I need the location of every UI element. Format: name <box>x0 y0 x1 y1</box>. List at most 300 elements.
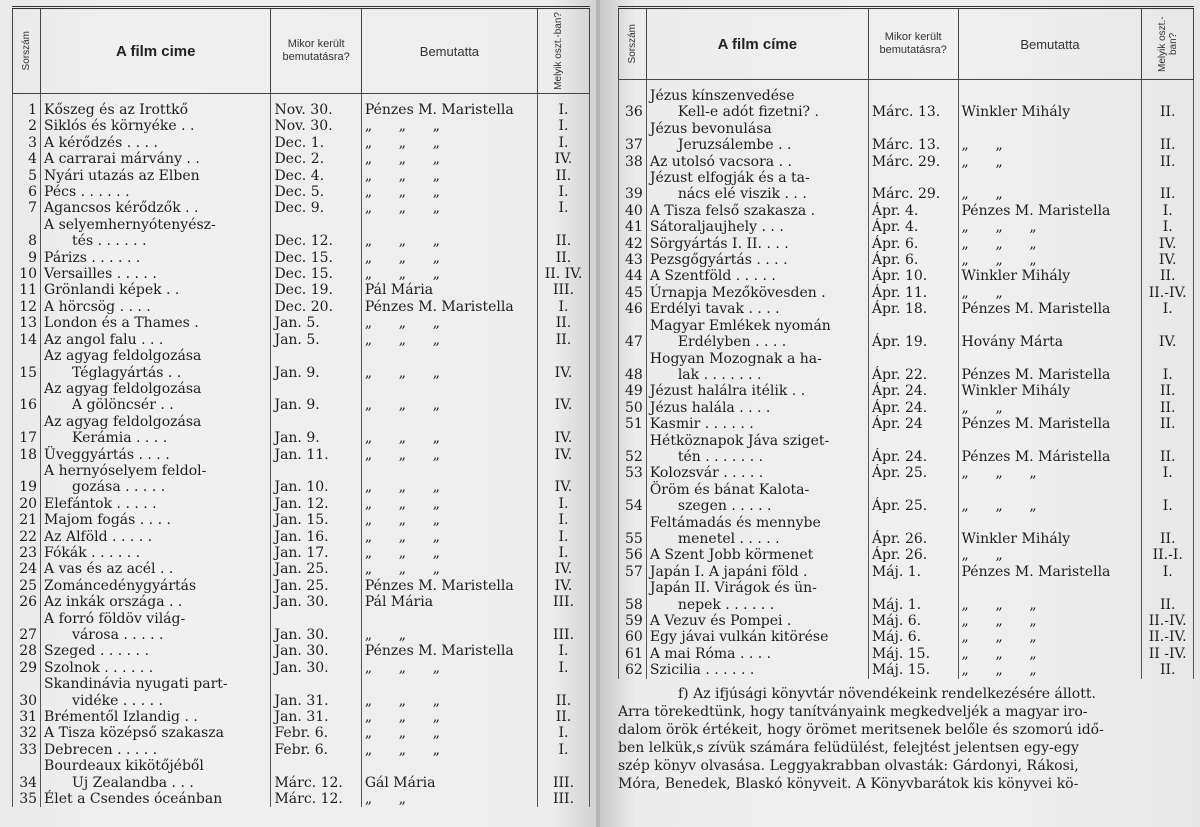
show-date: Ápr. 11. <box>868 285 958 301</box>
class-level: II.-IV. <box>1142 285 1194 301</box>
film-title-line: Skandinávia nyugati part- <box>44 676 228 693</box>
film-title-line: Szeged . . . . . . <box>44 643 149 660</box>
show-date: Ápr. 4. <box>868 219 958 235</box>
class-level: IV. <box>538 561 590 577</box>
film-title-line: tés . . . . . . <box>72 233 147 250</box>
film-title-line: A forró földöv világ- <box>44 610 186 627</box>
table-row <box>13 200 590 216</box>
film-title <box>646 154 868 170</box>
class-level: IV. <box>1142 318 1194 351</box>
header-title: A film címe <box>646 8 868 80</box>
class-level: II. <box>1142 268 1194 284</box>
row-number: 16 <box>13 381 41 414</box>
class-level: IV. <box>538 381 590 414</box>
show-date: Ápr. 10. <box>868 268 958 284</box>
table-row <box>13 414 590 447</box>
row-number: 8 <box>13 217 41 250</box>
show-date: Máj. 6. <box>868 629 958 645</box>
show-date: Ápr. 25. <box>868 482 958 515</box>
film-title <box>41 742 271 758</box>
presenter: „ „ <box>958 170 1142 203</box>
film-title <box>41 135 271 151</box>
show-date: Jan. 9. <box>271 414 361 447</box>
film-title-line: Az inkák országa . . <box>44 594 183 611</box>
presenter: „ „ „ <box>361 381 537 414</box>
class-level: II. <box>538 168 590 184</box>
film-title-line: Japán I. A japáni föld . <box>649 563 808 580</box>
film-title <box>646 662 868 678</box>
class-level: II.-I. <box>1142 547 1194 563</box>
film-title <box>646 268 868 284</box>
table-row <box>619 219 1194 235</box>
table-row <box>619 154 1194 170</box>
film-title-line: Uj Zealandba . . . <box>72 774 194 791</box>
show-date: Máj. 15. <box>868 646 958 662</box>
row-number: 56 <box>619 547 647 563</box>
film-title-line: Jézus bevonulása <box>649 120 772 137</box>
table-row <box>13 94 590 119</box>
row-number: 14 <box>13 332 41 348</box>
film-title <box>41 200 271 216</box>
film-title-line: A gölöncsér . . <box>72 397 174 414</box>
class-level: III. <box>538 594 590 610</box>
film-title <box>646 564 868 580</box>
show-date: Ápr. 18. <box>868 301 958 317</box>
row-number: 47 <box>619 318 647 351</box>
film-title <box>41 184 271 200</box>
body-paragraph <box>618 685 1194 793</box>
film-title <box>646 646 868 662</box>
presenter: „ „ <box>958 154 1142 170</box>
film-title-line: tén . . . . . . . <box>677 448 764 465</box>
class-level: II. <box>1142 515 1194 548</box>
film-title-line: gozása . . . . . <box>72 479 166 496</box>
film-title <box>41 447 271 463</box>
table-row <box>13 578 590 594</box>
table-row <box>13 135 590 151</box>
presenter: „ „ „ <box>361 447 537 463</box>
table-row <box>13 512 590 528</box>
row-number: 33 <box>13 742 41 758</box>
film-title <box>646 170 868 203</box>
show-date: Dec. 12. <box>271 217 361 250</box>
film-title-line: Jézust elfogják és a ta- <box>649 170 810 187</box>
presenter: „ „ „ <box>361 151 537 167</box>
presenter: „ „ „ <box>361 529 537 545</box>
row-number: 54 <box>619 482 647 515</box>
show-date: Jan. 30. <box>271 594 361 610</box>
row-number: 55 <box>619 515 647 548</box>
show-date: Dec. 2. <box>271 151 361 167</box>
film-title-line: Bourdeaux kikötőjéből <box>44 758 204 775</box>
row-number: 25 <box>13 578 41 594</box>
class-level: I. <box>538 94 590 119</box>
row-number: 21 <box>13 512 41 528</box>
table-row <box>619 285 1194 301</box>
table-row <box>619 662 1194 678</box>
film-title-line: A hörcsög . . . . <box>44 298 151 315</box>
row-number: 52 <box>619 433 647 466</box>
film-title-line: Élet a Csendes óceánban <box>44 791 223 808</box>
show-date: Ápr. 24. <box>868 400 958 416</box>
show-date: Febr. 6. <box>271 742 361 758</box>
film-title-line: A hernyóselyem feldol- <box>44 462 207 479</box>
show-date: Máj. 1. <box>868 580 958 613</box>
class-level: I. <box>538 643 590 659</box>
film-title <box>41 118 271 134</box>
film-title <box>41 168 271 184</box>
show-date: Márc. 13. <box>868 121 958 154</box>
header-cls: Melyik oszt.-ban? <box>538 8 590 94</box>
show-date: Jan. 25. <box>271 578 361 594</box>
film-title-line: Kasmir . . . . . . <box>649 416 754 433</box>
film-title-line: Öröm és bánat Kalota- <box>649 481 810 498</box>
film-title-line: Szicilia . . . . . . <box>649 662 755 679</box>
table-row <box>13 791 590 807</box>
class-level: I. <box>538 184 590 200</box>
film-title <box>646 580 868 613</box>
presenter: „ „ „ <box>958 613 1142 629</box>
film-title-line: Kerámia . . . . <box>72 430 168 447</box>
row-number: 5 <box>13 168 41 184</box>
table-row <box>619 465 1194 481</box>
table-row <box>13 529 590 545</box>
film-title-line: Szolnok . . . . . . <box>44 659 154 676</box>
table-row <box>13 168 590 184</box>
class-level: IV. <box>538 463 590 496</box>
show-date: Jan. 30. <box>271 660 361 676</box>
film-title <box>41 282 271 298</box>
film-table-left <box>12 6 590 807</box>
class-level: III. <box>538 758 590 791</box>
presenter: „ „ „ <box>361 742 537 758</box>
film-title-line: Pezsgőgyártás . . . . <box>649 252 788 269</box>
class-level: II. <box>1142 400 1194 416</box>
class-level: I. <box>1142 203 1194 219</box>
presenter: „ „ „ <box>361 168 537 184</box>
film-title-line: Debrecen . . . . . <box>44 741 158 758</box>
right-page <box>600 0 1200 827</box>
film-title <box>41 643 271 659</box>
row-number: 4 <box>13 151 41 167</box>
header-num: Sorszám <box>13 8 41 94</box>
class-level: II. <box>1142 121 1194 154</box>
header-title: A film cime <box>41 8 271 94</box>
row-number: 9 <box>13 250 41 266</box>
row-number: 3 <box>13 135 41 151</box>
presenter: „ „ „ <box>361 414 537 447</box>
class-level: III. <box>538 611 590 644</box>
class-level: II -IV. <box>1142 646 1194 662</box>
film-title-line: A Szent Jobb körmenet <box>649 547 814 564</box>
row-number: 13 <box>13 315 41 331</box>
class-level: II. <box>1142 433 1194 466</box>
class-level: IV. <box>538 414 590 447</box>
film-title-line: Fókák . . . . . . <box>44 544 141 561</box>
row-number: 19 <box>13 463 41 496</box>
row-number: 42 <box>619 236 647 252</box>
film-title <box>41 217 271 250</box>
show-date: Dec. 15. <box>271 250 361 266</box>
film-title-line: Majom fogás . . . . <box>44 512 171 529</box>
table-row <box>619 580 1194 613</box>
film-title-line: vidéke . . . . . <box>72 692 163 709</box>
show-date: Febr. 6. <box>271 725 361 741</box>
show-date: Jan. 30. <box>271 643 361 659</box>
presenter: Pénzes M. Maristella <box>361 94 537 119</box>
film-title-line: A mai Róma . . . . <box>649 645 772 662</box>
row-number: 38 <box>619 154 647 170</box>
table-row <box>13 660 590 676</box>
table-row <box>13 725 590 741</box>
class-level: I. <box>538 742 590 758</box>
paragraph-line: dalom örök értékeit, hogy örömet meritsenek belőle és szomorú idő- <box>618 721 1104 738</box>
presenter: Pénzes M. Maristella <box>958 416 1142 432</box>
film-title-line: Siklós és környéke . . <box>44 118 195 135</box>
film-title-line: Brémentől Izlandig . . <box>44 709 198 726</box>
film-title <box>41 250 271 266</box>
presenter: „ „ „ <box>958 629 1142 645</box>
presenter: „ „ „ <box>361 332 537 348</box>
row-number: 22 <box>13 529 41 545</box>
table-body-right <box>619 80 1194 679</box>
row-number: 39 <box>619 170 647 203</box>
class-level: IV. <box>538 348 590 381</box>
presenter: „ „ „ <box>958 662 1142 678</box>
presenter: Pál Mária <box>361 594 537 610</box>
film-title-line: Párizs . . . . . . <box>44 249 141 266</box>
presenter: „ „ „ <box>958 646 1142 662</box>
table-row <box>13 217 590 250</box>
table-row <box>619 564 1194 580</box>
presenter: Hovány Márta <box>958 318 1142 351</box>
show-date: Jan. 9. <box>271 348 361 381</box>
class-level: I. <box>1142 351 1194 384</box>
row-number: 10 <box>13 266 41 282</box>
show-date: Ápr. 24 <box>868 416 958 432</box>
table-row <box>13 118 590 134</box>
film-title-line: Jézus kínszenvedése <box>649 88 795 104</box>
presenter: Pénzes M. Maristella <box>361 643 537 659</box>
class-level: III. <box>538 791 590 807</box>
row-number: 7 <box>13 200 41 216</box>
film-title-line: Hogyan Mozognak a ha- <box>649 350 822 367</box>
film-title-line: Az agyag feldolgozása <box>44 348 202 365</box>
row-number: 31 <box>13 709 41 725</box>
film-title <box>41 545 271 561</box>
film-title-line: városa . . . . . <box>72 627 164 643</box>
class-level: I. <box>538 299 590 315</box>
film-title-line: A kérődzés . . . . <box>44 134 158 151</box>
table-row <box>13 381 590 414</box>
show-date: Jan. 31. <box>271 709 361 725</box>
film-title-line: A Vezuv és Pompei . <box>649 613 792 629</box>
film-title <box>646 318 868 351</box>
film-title <box>646 482 868 515</box>
film-title <box>41 463 271 496</box>
film-title-line: Jézus halála . . . . <box>649 399 771 416</box>
show-date: Dec. 4. <box>271 168 361 184</box>
film-title <box>646 219 868 235</box>
presenter: „ „ „ <box>361 496 537 512</box>
film-title <box>646 236 868 252</box>
presenter: „ „ <box>361 791 537 807</box>
class-level: IV. <box>1142 252 1194 268</box>
class-level: II. <box>1142 154 1194 170</box>
film-title <box>646 433 868 466</box>
show-date: Márc. 29. <box>868 154 958 170</box>
film-title-line: Zománcedénygyártás <box>44 577 197 594</box>
class-level: II. <box>1142 170 1194 203</box>
table-row <box>13 299 590 315</box>
row-number: 48 <box>619 351 647 384</box>
film-title-line: Sörgyártás I. II. . . . <box>649 235 789 252</box>
presenter: „ „ „ <box>958 465 1142 481</box>
film-title <box>41 348 271 381</box>
table-row <box>619 629 1194 645</box>
film-title-line: Versailles . . . . . <box>44 266 157 283</box>
show-date: Jan. 17. <box>271 545 361 561</box>
row-number: 37 <box>619 121 647 154</box>
row-number: 44 <box>619 268 647 284</box>
film-title-line: A selyemhernyótenyész- <box>44 216 216 233</box>
row-number: 59 <box>619 613 647 629</box>
table-row <box>13 447 590 463</box>
show-date: Jan. 11. <box>271 447 361 463</box>
presenter: „ „ „ <box>361 135 537 151</box>
film-title-line: Az agyag feldolgozása <box>44 380 202 397</box>
table-row <box>13 676 590 709</box>
row-number: 62 <box>619 662 647 678</box>
class-level: II. <box>538 709 590 725</box>
film-title <box>646 285 868 301</box>
presenter: „ „ „ <box>361 217 537 250</box>
class-level: IV. <box>1142 236 1194 252</box>
table-row <box>619 236 1194 252</box>
film-title <box>41 578 271 594</box>
show-date: Dec. 5. <box>271 184 361 200</box>
presenter: Pénzes M. Máristella <box>958 433 1142 466</box>
presenter: Pénzes M. Maristella <box>361 299 537 315</box>
table-row <box>619 433 1194 466</box>
film-title-line: Jézust halálra itélik . . <box>649 383 806 400</box>
row-number: 61 <box>619 646 647 662</box>
show-date: Máj. 15. <box>868 662 958 678</box>
row-number: 41 <box>619 219 647 235</box>
class-level: II.-IV. <box>1142 629 1194 645</box>
film-title-line: Grönlandi képek . . <box>44 282 180 299</box>
table-row <box>619 318 1194 351</box>
film-title-line: Egy jávai vulkán kitörése <box>649 629 829 646</box>
film-title-line: Feltámadás és mennybe <box>649 514 821 531</box>
show-date: Ápr. 6. <box>868 236 958 252</box>
row-number: 45 <box>619 285 647 301</box>
presenter: „ „ „ <box>361 545 537 561</box>
show-date: Jan. 31. <box>271 676 361 709</box>
table-row <box>619 268 1194 284</box>
film-title <box>41 594 271 610</box>
film-title-line: Hétköznapok Jáva sziget- <box>649 432 830 449</box>
presenter: „ „ „ <box>361 184 537 200</box>
film-title <box>41 151 271 167</box>
paragraph-line: f) Az ifjúsági könyvtár növendékeink rendelkezésére állott. <box>678 685 1096 702</box>
table-row <box>619 547 1194 563</box>
film-title-line: Kőszeg és az Irottkő <box>44 102 189 118</box>
show-date: Máj. 6. <box>868 613 958 629</box>
film-title-line: Az utolsó vacsora . . <box>649 153 792 170</box>
table-row <box>13 332 590 348</box>
presenter: „ „ „ <box>361 315 537 331</box>
header-date: Mikor került bemutatásra? <box>868 8 958 80</box>
film-title <box>41 512 271 528</box>
table-row <box>619 252 1194 268</box>
class-level: II. <box>538 332 590 348</box>
row-number: 43 <box>619 252 647 268</box>
table-row <box>619 613 1194 629</box>
film-title <box>646 203 868 219</box>
show-date: Dec. 19. <box>271 282 361 298</box>
class-level: I. <box>538 545 590 561</box>
film-title-line: Elefántok . . . . . <box>44 495 157 512</box>
header-date: Mikor került bemutatásra? <box>271 8 361 94</box>
table-row <box>619 170 1194 203</box>
row-number: 60 <box>619 629 647 645</box>
row-number: 34 <box>13 758 41 791</box>
table-row <box>619 301 1194 317</box>
show-date: Máj. 1. <box>868 564 958 580</box>
film-title-line: Erdélyben . . . . <box>677 334 787 351</box>
film-title <box>41 496 271 512</box>
film-title-line: Az angol falu . . . <box>44 331 164 348</box>
class-level: IV. <box>538 447 590 463</box>
row-number: 23 <box>13 545 41 561</box>
show-date: Márc. 12. <box>271 758 361 791</box>
table-row <box>13 250 590 266</box>
film-title-line: szegen . . . . . <box>677 498 772 515</box>
presenter: „ „ <box>958 121 1142 154</box>
table-row <box>619 482 1194 515</box>
table-body-left <box>13 94 590 808</box>
row-number: 30 <box>13 676 41 709</box>
row-number: 27 <box>13 611 41 644</box>
presenter: „ „ „ <box>958 580 1142 613</box>
row-number: 18 <box>13 447 41 463</box>
film-title-line: Jeruzsálembe . . <box>677 137 792 154</box>
presenter: Pénzes M. Maristella <box>958 301 1142 317</box>
table-row <box>13 184 590 200</box>
film-title <box>41 725 271 741</box>
film-title <box>41 414 271 447</box>
row-number: 6 <box>13 184 41 200</box>
film-title-line: Erdélyi tavak . . . . <box>649 301 780 318</box>
film-title-line: Sátoraljaujhely . . . <box>649 219 784 236</box>
row-number: 49 <box>619 383 647 399</box>
table-row <box>619 400 1194 416</box>
film-title <box>646 416 868 432</box>
film-title-line: A Szentföld . . . . . <box>649 268 776 285</box>
table-row <box>13 496 590 512</box>
film-title <box>646 121 868 154</box>
show-date: Nov. 30. <box>271 118 361 134</box>
film-title <box>41 791 271 807</box>
row-number: 40 <box>619 203 647 219</box>
table-row <box>13 758 590 791</box>
presenter: „ „ „ <box>958 236 1142 252</box>
header-num: Sorszám <box>619 8 647 80</box>
film-title-line: Az agyag feldolgozása <box>44 413 202 430</box>
row-number: 50 <box>619 400 647 416</box>
class-level: II. <box>1142 416 1194 432</box>
